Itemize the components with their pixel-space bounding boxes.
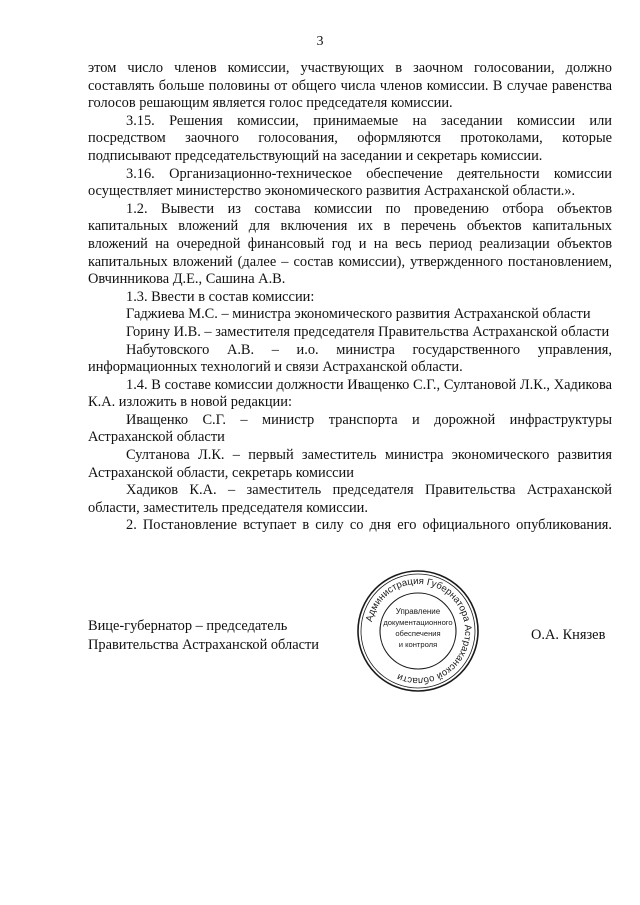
stamp-center-line-3: обеспечения [395, 629, 441, 638]
member-gadzhieva: Гаджиева М.С. – министра экономического развития Астраханской области [126, 306, 591, 323]
paragraph-2: 2. Постановление вступает в силу со дня его официального опубликования. [126, 517, 612, 534]
member-gorin: Горину И.В. – заместителя председателя Правительства Астраханской области [126, 323, 610, 340]
paragraph-continuation: этом число членов комиссии, участвующих в заочном голосовании, должно составлять больше половины от общего числа членов комиссии. В случае равенства голосов решающим является голос председателя комиссии. [88, 60, 612, 112]
member-ivashchenko: Иващенко С.Г. – министр транспорта и дорожной инфраструктуры Астраханской области [88, 411, 612, 446]
stamp-center-line-1: Управление [395, 607, 441, 616]
signatory-title-line-1: Вице-губернатор – председатель [88, 618, 288, 634]
member-khadikov: Хадиков К.А. – заместитель председателя Правительства Астраханской области, заместитель председателя комиссии. [88, 482, 612, 516]
paragraph-3-16: 3.16. Организационно-техническое обеспечение деятельности комиссии осуществляет министерство экономического развития Астраханской области.». [88, 165, 612, 200]
member-nabutovsky: Набутовского А.В. – и.о. министра государственного управления, информационных технологий и связи Астраханской области. [88, 341, 612, 376]
official-stamp [355, 568, 481, 694]
paragraph-1-2: 1.2. Вывести из состава комиссии по проведению отбора объектов капитальных вложений для включения их в перечень объектов капитальных вложений на очередной финансовый год и на весь период реализации объектов капитальных вложений (далее – состав комиссии), утвержденного постановлением, Овчинникова Д.Е., Сашина А.В. [88, 200, 612, 288]
page-number: 3 [316, 34, 324, 49]
document-body [88, 60, 612, 535]
stamp-ring-text-path: Администрация Губернатора Астраханской области [363, 575, 474, 687]
paragraph-1-4: 1.4. В составе комиссии должности Иващенко С.Г., Султановой Л.К., Хадикова К.А. изложить в новой редакции: [88, 376, 612, 411]
member-sultanova: Султанова Л.К. – первый заместитель министра экономического развития Астраханской области, секретарь комиссии [88, 447, 612, 481]
signatory-name: О.А. Князев [531, 627, 606, 643]
stamp-center-line-4: и контроля [398, 640, 438, 649]
paragraph-3-15: 3.15. Решения комиссии, принимаемые на заседании комиссии или посредством заочного голосования, оформляются протоколами, которые подписывают председательствующий на заседании и секретарь комиссии. [88, 112, 612, 164]
paragraph-1-3: 1.3. Ввести в состав комиссии: [126, 288, 315, 305]
signatory-title-line-2: Правительства Астраханской области [88, 637, 319, 653]
signatory-title [88, 617, 319, 655]
stamp-center-line-2: документационного [383, 618, 453, 627]
